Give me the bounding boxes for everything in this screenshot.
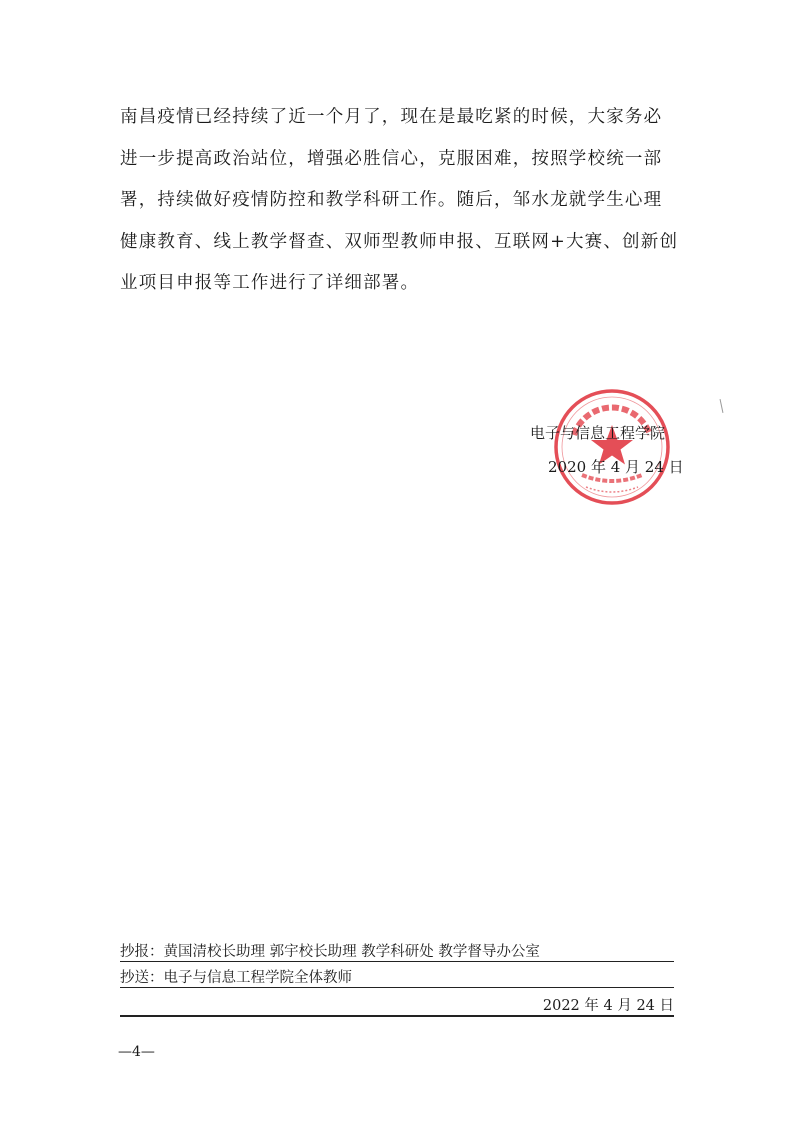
body-paragraph-line: 健康教育、线上教学督查、双师型教师申报、互联网+大赛、创新创 (120, 232, 679, 252)
print-date: 2022 年 4 月 24 日 (542, 998, 674, 1014)
body-paragraph-line: 署，持续做好疫情防控和教学科研工作。随后，邹水龙就学生心理 (120, 190, 663, 210)
official-seal-stamp (552, 387, 672, 507)
divider-line (120, 1015, 674, 1017)
cc-report-line: 抄报：黄国清校长助理 郭宇校长助理 教学科研处 教学督导办公室 (120, 944, 540, 960)
body-paragraph-line: 南昌疫情已经持续了近一个月了，现在是最吃紧的时候，大家务必 (120, 107, 663, 127)
page-number: —4— (118, 1044, 155, 1060)
cc-send-line: 抄送：电子与信息工程学院全体教师 (120, 970, 352, 986)
issue-date: 2020 年 4 月 24 日 (548, 458, 684, 476)
divider-line (120, 961, 674, 962)
body-paragraph-line: 业项目申报等工作进行了详细部署。 (120, 273, 420, 293)
issuing-organization: 电子与信息工程学院 (530, 424, 666, 442)
body-paragraph-line: 进一步提高政治站位，增强必胜信心，克服困难，按照学校统一部 (120, 149, 663, 169)
divider-line (120, 987, 674, 988)
scan-mark (720, 399, 724, 413)
